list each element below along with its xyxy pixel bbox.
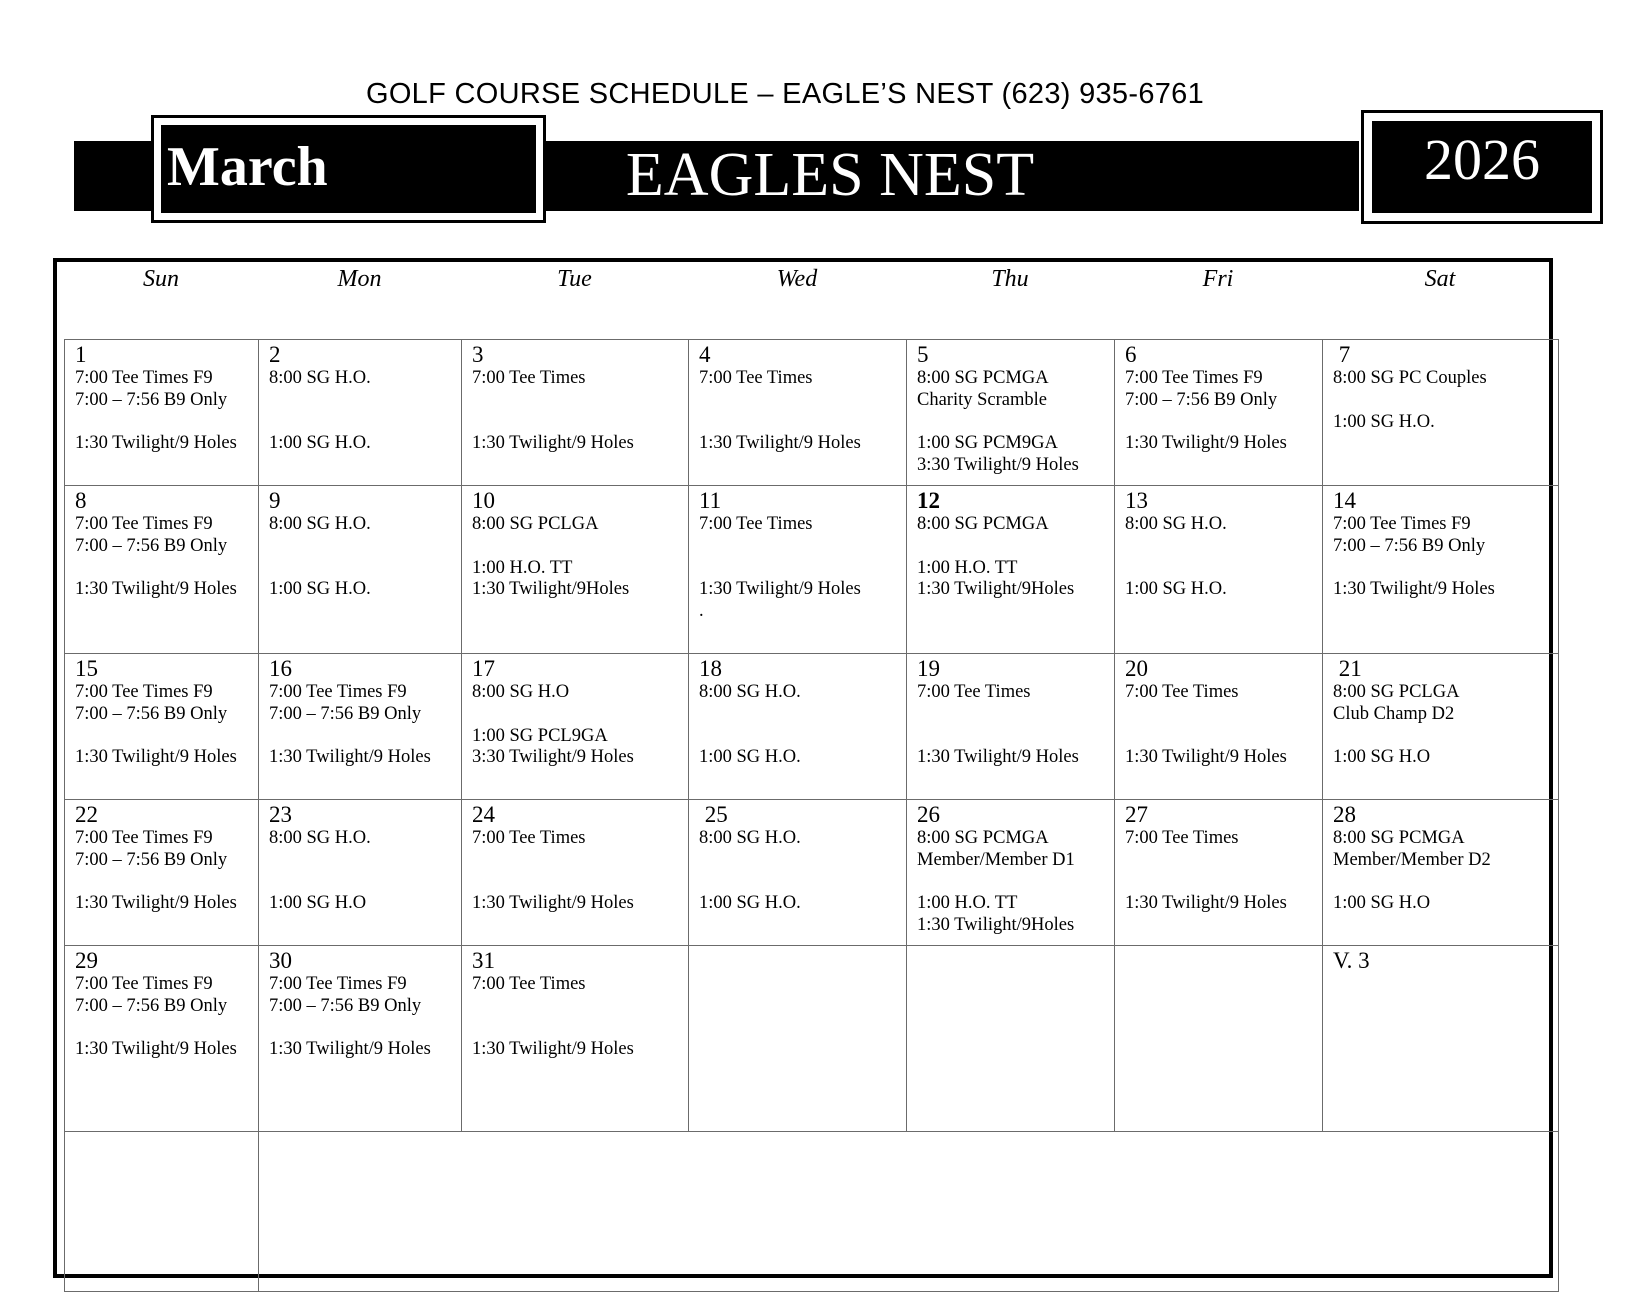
schedule-entry: 7:00 Tee Times F9 xyxy=(75,974,213,994)
schedule-entry: 8:00 SG H.O xyxy=(472,682,570,702)
day-number: 19 xyxy=(917,656,940,681)
day-cell xyxy=(1115,654,1323,800)
day-number: 23 xyxy=(269,802,292,827)
schedule-entry xyxy=(75,412,250,434)
day-number: 18 xyxy=(699,656,722,681)
schedule-entry: 1:00 H.O. TT xyxy=(917,557,1018,578)
banner-title: EAGLES NEST xyxy=(625,141,1035,209)
day-cell xyxy=(907,340,1115,486)
day-number: 3 xyxy=(472,342,484,367)
schedule-entry xyxy=(1333,726,1550,748)
day-number: 12 xyxy=(917,488,940,513)
schedule-entry xyxy=(1125,536,1314,558)
schedule-entry: 1:00 SG H.O. xyxy=(1125,579,1227,600)
schedule-entry: 7:00 – 7:56 B9 Only xyxy=(1125,389,1278,410)
schedule-entry xyxy=(472,390,680,412)
schedule-entry: 1:30 Twilight/9 Holes xyxy=(75,579,237,600)
empty-wide-cell xyxy=(259,1132,1559,1292)
schedule-entry xyxy=(917,726,1106,748)
day-cell xyxy=(907,946,1115,1132)
month-box xyxy=(151,115,546,223)
schedule-entry: 1:30 Twilight/9 Holes xyxy=(75,433,237,454)
schedule-entry: 1:30 Twilight/9Holes xyxy=(472,579,630,600)
day-cell xyxy=(907,800,1115,946)
day-cell xyxy=(65,946,259,1132)
schedule-entry xyxy=(269,412,453,434)
schedule-entry xyxy=(1125,850,1314,872)
schedule-entry xyxy=(1125,558,1314,580)
empty-cell xyxy=(65,1132,259,1292)
schedule-entry: 1:00 SG H.O. xyxy=(1333,411,1435,432)
day-number: 21 xyxy=(1333,656,1362,681)
schedule-entry xyxy=(472,536,680,558)
day-cell xyxy=(1323,800,1559,946)
schedule-entry: 1:00 SG PCM9GA xyxy=(917,433,1058,454)
day-number: 26 xyxy=(917,802,940,827)
day-number: 5 xyxy=(917,342,929,367)
schedule-entry: 7:00 Tee Times xyxy=(699,514,813,534)
schedule-entry: 8:00 SG PC Couples xyxy=(1333,368,1487,388)
schedule-entry xyxy=(269,726,453,748)
day-number: 4 xyxy=(699,342,711,367)
day-cell xyxy=(259,486,462,654)
schedule-entry: 8:00 SG PCMGA xyxy=(1333,828,1465,848)
day-number: 6 xyxy=(1125,342,1137,367)
schedule-entry xyxy=(269,558,453,580)
schedule-entry: 1:00 SG H.O xyxy=(1333,893,1431,914)
year-box xyxy=(1361,110,1603,224)
schedule-entry: 7:00 Tee Times F9 xyxy=(75,828,213,848)
day-cell xyxy=(259,800,462,946)
schedule-entry: 8:00 SG H.O. xyxy=(699,828,801,848)
schedule-entry: 7:00 Tee Times xyxy=(472,828,586,848)
schedule-entry: 1:30 Twilight/9 Holes xyxy=(917,747,1079,768)
day-cell xyxy=(462,654,689,800)
schedule-entry: 3:30 Twilight/9 Holes xyxy=(472,747,634,768)
day-number: 16 xyxy=(269,656,292,681)
schedule-entry xyxy=(699,558,898,580)
calendar-grid xyxy=(64,339,1559,1292)
schedule-entry: 1:30 Twilight/9Holes xyxy=(917,915,1075,936)
schedule-entry xyxy=(1125,704,1314,726)
schedule-entry: 1:30 Twilight/9 Holes xyxy=(1125,747,1287,768)
day-cell xyxy=(689,486,907,654)
schedule-entry xyxy=(699,536,898,558)
schedule-entry: 8:00 SG H.O. xyxy=(269,514,371,534)
day-cell xyxy=(259,340,462,486)
schedule-entry: 1:30 Twilight/9 Holes xyxy=(472,433,634,454)
day-number: 31 xyxy=(472,948,495,973)
day-number: 27 xyxy=(1125,802,1148,827)
day-cell xyxy=(689,946,907,1132)
schedule-entry: 1:30 Twilight/9 Holes xyxy=(472,1039,634,1060)
weekday-sun: Sun xyxy=(143,266,179,292)
schedule-entry: 7:00 – 7:56 B9 Only xyxy=(75,703,228,724)
schedule-entry: 1:30 Twilight/9 Holes xyxy=(269,1039,431,1060)
schedule-entry: 1:30 Twilight/9 Holes xyxy=(1125,893,1287,914)
day-cell xyxy=(259,946,462,1132)
schedule-entry xyxy=(917,872,1106,894)
schedule-entry: 1:00 SG H.O xyxy=(269,893,367,914)
weekday-sat: Sat xyxy=(1424,266,1456,292)
day-number: 13 xyxy=(1125,488,1148,513)
schedule-entry: 1:00 H.O. TT xyxy=(472,557,573,578)
schedule-entry: 1:30 Twilight/9 Holes xyxy=(75,1039,237,1060)
day-number: 28 xyxy=(1333,802,1356,827)
day-number: 24 xyxy=(472,802,495,827)
schedule-entry xyxy=(472,850,680,872)
schedule-entry: 8:00 SG PCLGA xyxy=(472,514,599,534)
schedule-entry xyxy=(1333,390,1550,412)
schedule-entry: 1:30 Twilight/9 Holes xyxy=(1125,433,1287,454)
schedule-entry xyxy=(1125,412,1314,434)
schedule-entry: 7:00 – 7:56 B9 Only xyxy=(75,535,228,556)
schedule-entry: 7:00 Tee Times xyxy=(699,368,813,388)
day-cell xyxy=(65,800,259,946)
schedule-entry: 7:00 Tee Times F9 xyxy=(75,682,213,702)
day-cell xyxy=(1115,946,1323,1132)
schedule-entry xyxy=(1125,726,1314,748)
schedule-entry: 8:00 SG H.O. xyxy=(269,828,371,848)
day-cell xyxy=(907,486,1115,654)
schedule-entry: 7:00 – 7:56 B9 Only xyxy=(269,995,422,1016)
day-cell xyxy=(65,654,259,800)
schedule-entry xyxy=(917,536,1106,558)
day-cell xyxy=(1323,946,1559,1132)
schedule-entry xyxy=(472,1018,680,1040)
schedule-entry: 7:00 Tee Times xyxy=(472,974,586,994)
schedule-entry: 7:00 Tee Times F9 xyxy=(1333,514,1471,534)
schedule-entry xyxy=(269,1018,453,1040)
schedule-entry: 8:00 SG PCMGA xyxy=(917,368,1049,388)
day-number: 22 xyxy=(75,802,98,827)
day-cell xyxy=(907,654,1115,800)
schedule-entry xyxy=(75,1018,250,1040)
weekday-header-row xyxy=(64,262,1558,312)
schedule-entry: 7:00 – 7:56 B9 Only xyxy=(269,703,422,724)
schedule-entry: 7:00 Tee Times xyxy=(1125,828,1239,848)
day-cell xyxy=(1323,654,1559,800)
day-cell xyxy=(462,800,689,946)
schedule-entry xyxy=(269,850,453,872)
page-heading: GOLF COURSE SCHEDULE – EAGLE’S NEST (623) 935-6761 xyxy=(365,78,1205,110)
schedule-entry: 7:00 Tee Times F9 xyxy=(269,974,407,994)
schedule-entry: 8:00 SG H.O. xyxy=(269,368,371,388)
schedule-entry xyxy=(699,872,898,894)
schedule-entry xyxy=(472,704,680,726)
day-number: 7 xyxy=(1333,342,1351,367)
schedule-entry: 1:00 SG H.O. xyxy=(699,893,801,914)
schedule-entry xyxy=(269,872,453,894)
schedule-entry xyxy=(699,850,898,872)
schedule-entry xyxy=(1125,872,1314,894)
day-number: 29 xyxy=(75,948,98,973)
day-cell xyxy=(462,340,689,486)
day-number: 14 xyxy=(1333,488,1356,513)
schedule-entry: 8:00 SG PCMGA xyxy=(917,514,1049,534)
day-number: 1 xyxy=(75,342,87,367)
schedule-entry: 7:00 Tee Times F9 xyxy=(75,368,213,388)
schedule-entry xyxy=(1333,558,1550,580)
day-number: 15 xyxy=(75,656,98,681)
schedule-entry: 1:00 H.O. TT xyxy=(917,893,1018,914)
schedule-entry: Member/Member D1 xyxy=(917,849,1075,870)
day-cell xyxy=(65,486,259,654)
version-label: V. 3 xyxy=(1333,948,1370,973)
day-cell xyxy=(462,946,689,1132)
schedule-entry: 1:30 Twilight/9 Holes xyxy=(699,433,861,454)
schedule-entry: 1:30 Twilight/9 Holes xyxy=(269,747,431,768)
schedule-entry: 7:00 – 7:56 B9 Only xyxy=(1333,535,1486,556)
schedule-entry xyxy=(75,872,250,894)
schedule-entry xyxy=(472,996,680,1018)
schedule-entry: 3:30 Twilight/9 Holes xyxy=(917,455,1079,476)
schedule-entry xyxy=(1333,872,1550,894)
schedule-entry xyxy=(75,558,250,580)
schedule-entry: 7:00 Tee Times F9 xyxy=(269,682,407,702)
day-cell xyxy=(689,800,907,946)
day-number: 8 xyxy=(75,488,87,513)
schedule-entry: 7:00 – 7:56 B9 Only xyxy=(75,389,228,410)
schedule-entry xyxy=(472,412,680,434)
day-cell xyxy=(1323,340,1559,486)
weekday-thu: Thu xyxy=(991,266,1029,292)
year-label: 2026 xyxy=(1424,127,1540,192)
schedule-entry: 7:00 Tee Times F9 xyxy=(75,514,213,534)
schedule-entry: 7:00 Tee Times xyxy=(472,368,586,388)
day-cell xyxy=(259,654,462,800)
schedule-entry: 1:30 Twilight/9 Holes xyxy=(1333,579,1495,600)
day-number: 25 xyxy=(699,802,728,827)
schedule-entry: 8:00 SG H.O. xyxy=(699,682,801,702)
day-cell xyxy=(1115,800,1323,946)
schedule-entry xyxy=(75,726,250,748)
schedule-entry xyxy=(472,872,680,894)
schedule-entry: 8:00 SG H.O. xyxy=(1125,514,1227,534)
day-number: 11 xyxy=(699,488,722,513)
schedule-entry: 7:00 Tee Times xyxy=(1125,682,1239,702)
day-number: 17 xyxy=(472,656,495,681)
schedule-entry: 1:00 SG H.O. xyxy=(269,433,371,454)
day-cell xyxy=(462,486,689,654)
schedule-entry: Charity Scramble xyxy=(917,389,1047,410)
weekday-wed: Wed xyxy=(776,266,818,292)
schedule-entry xyxy=(699,726,898,748)
schedule-entry: Club Champ D2 xyxy=(1333,703,1455,724)
schedule-entry: 7:00 Tee Times xyxy=(917,682,1031,702)
schedule-entry: 1:30 Twilight/9 Holes xyxy=(699,579,861,600)
day-cell xyxy=(1115,486,1323,654)
day-cell xyxy=(689,340,907,486)
day-number: 9 xyxy=(269,488,281,513)
day-number: 30 xyxy=(269,948,292,973)
schedule-entry: 7:00 Tee Times F9 xyxy=(1125,368,1263,388)
schedule-entry xyxy=(699,704,898,726)
schedule-entry: 1:00 SG H.O xyxy=(1333,747,1431,768)
day-number: 10 xyxy=(472,488,495,513)
day-cell xyxy=(1323,486,1559,654)
weekday-tue: Tue xyxy=(557,266,592,292)
schedule-entry: 7:00 – 7:56 B9 Only xyxy=(75,849,228,870)
month-label: March xyxy=(167,136,328,198)
day-cell xyxy=(65,340,259,486)
schedule-entry: 1:00 SG PCL9GA xyxy=(472,725,608,746)
schedule-entry xyxy=(269,536,453,558)
schedule-entry xyxy=(917,704,1106,726)
schedule-entry: 1:00 SG H.O. xyxy=(699,747,801,768)
schedule-entry: . xyxy=(699,601,704,622)
day-number: 20 xyxy=(1125,656,1148,681)
schedule-entry: 1:00 SG H.O. xyxy=(269,579,371,600)
schedule-entry: 7:00 – 7:56 B9 Only xyxy=(75,995,228,1016)
weekday-mon: Mon xyxy=(337,266,382,292)
schedule-entry: 1:30 Twilight/9Holes xyxy=(917,579,1075,600)
schedule-entry xyxy=(699,390,898,412)
schedule-entry xyxy=(917,412,1106,434)
weekday-fri: Fri xyxy=(1202,266,1234,292)
day-cell xyxy=(1115,340,1323,486)
schedule-entry xyxy=(699,412,898,434)
schedule-entry xyxy=(269,390,453,412)
schedule-entry: 1:30 Twilight/9 Holes xyxy=(472,893,634,914)
schedule-entry: 8:00 SG PCLGA xyxy=(1333,682,1460,702)
month-box-fill xyxy=(161,125,536,213)
schedule-entry: 1:30 Twilight/9 Holes xyxy=(75,893,237,914)
day-number: 2 xyxy=(269,342,281,367)
schedule-entry: 1:30 Twilight/9 Holes xyxy=(75,747,237,768)
schedule-entry: 8:00 SG PCMGA xyxy=(917,828,1049,848)
year-box-fill xyxy=(1372,121,1592,213)
schedule-entry: Member/Member D2 xyxy=(1333,849,1491,870)
day-cell xyxy=(689,654,907,800)
